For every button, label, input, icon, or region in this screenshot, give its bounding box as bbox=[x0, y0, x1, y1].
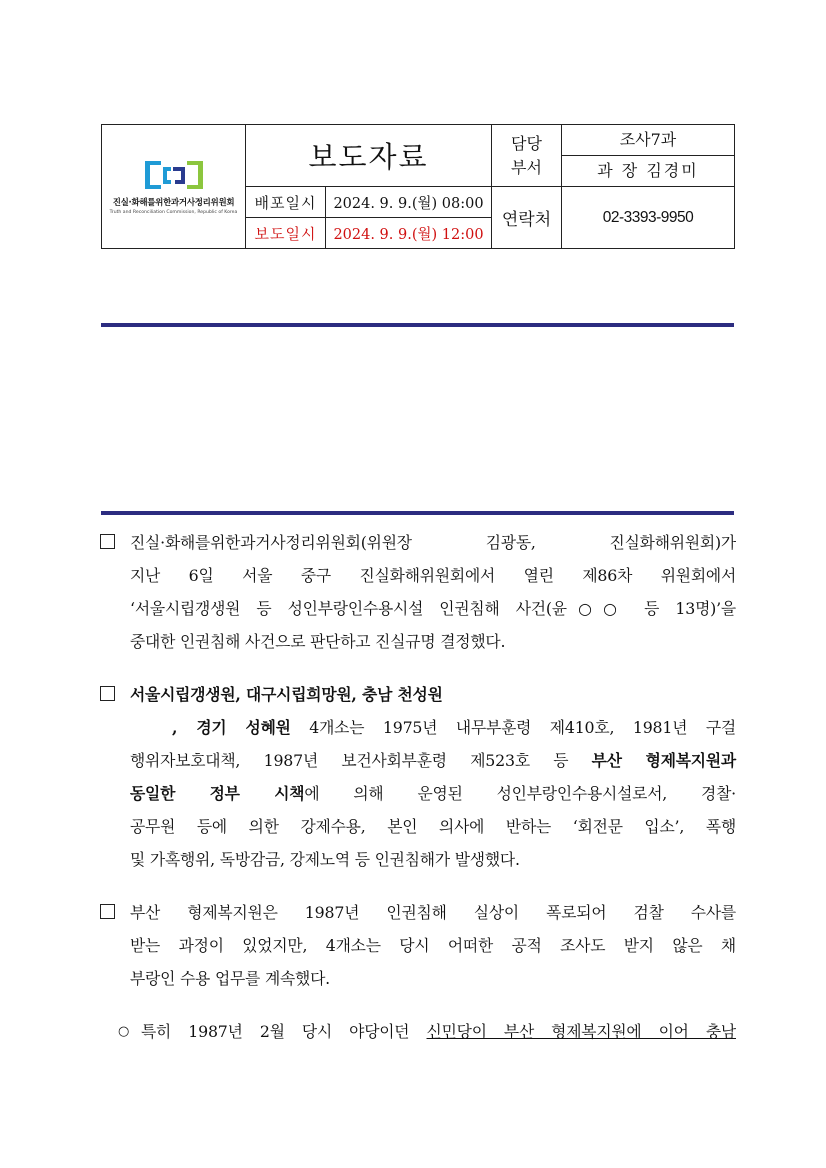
paragraph-3-line: 부산 형제복지원은 1987년 인권침해 실상이 폭로되어 검찰 수사를 bbox=[130, 903, 736, 922]
circle-bullet-icon: ○ bbox=[118, 1024, 130, 1039]
paragraph-2-text: 4개소는 1975년 내무부훈령 제410호, 1981년 구걸 bbox=[290, 718, 736, 737]
commission-logo bbox=[102, 158, 245, 215]
paragraph-1-line: 진실·화해를위한과거사정리위원회(위원장 김광동, 진실화해위원회)가 bbox=[130, 533, 736, 552]
press-header-table bbox=[101, 124, 735, 249]
paragraph-1-line: 지난 6일 서울 중구 진실화해위원회에서 열린 제86차 위원회에서 bbox=[130, 566, 736, 585]
sub-bullet bbox=[96, 1015, 736, 1048]
logo-english-name: Truth and Reconciliation Commission, Republic of Korea bbox=[109, 210, 238, 215]
release-date: 2024. 9. 9.(월) 12:00 bbox=[326, 218, 492, 249]
logo-cell bbox=[102, 125, 246, 249]
sub-bullet-text: 특히 1987년 2월 당시 야당이던 bbox=[141, 1022, 427, 1041]
paragraph-2-emphasis: 부산 형제복지원과 bbox=[591, 751, 736, 770]
paragraph-2-emphasis: 동일한 정부 시책 bbox=[130, 784, 305, 803]
paragraph-2-text: 공무원 등에 의한 강제수용, 본인 의사에 반하는 ‘회전문 입소’, 폭행 bbox=[130, 817, 736, 836]
document-title: 보도자료 bbox=[246, 125, 492, 187]
checkbox-bullet-icon bbox=[100, 686, 115, 701]
paragraph-1-line: ‘서울시립갱생원 등 성인부랑인수용시설 인권침해 사건(윤○○ 등 13명)’을 bbox=[130, 599, 736, 618]
logo-korean-name: 진실·화해를위한과거사정리위원회 bbox=[112, 198, 235, 208]
contact-label: 연락처 bbox=[492, 187, 562, 249]
press-body bbox=[96, 526, 736, 1048]
checkbox-bullet-icon bbox=[100, 534, 115, 549]
paragraph-3 bbox=[96, 896, 736, 995]
top-rule bbox=[101, 323, 734, 327]
facility-names-2: , 경기 성혜원 bbox=[172, 718, 291, 737]
facility-names-1: 서울시립갱생원, 대구시립희망원, 충남 천성원 bbox=[130, 685, 443, 704]
paragraph-3-line: 부랑인 수용 업무를 계속했다. bbox=[130, 969, 331, 988]
sub-bullet-underlined-text: 신민당이 부산 형제복지원에 이어 충남 bbox=[426, 1022, 736, 1041]
dept-label: 담당 부서 bbox=[511, 133, 542, 177]
paragraph-2 bbox=[96, 678, 736, 876]
contact-phone: 02-3393-9950 bbox=[562, 187, 735, 249]
commission-logo-icon bbox=[141, 158, 207, 192]
distribution-label: 배포일시 bbox=[246, 187, 326, 218]
dept-label-cell bbox=[492, 125, 562, 187]
paragraph-2-text: 행위자보호대책, 1987년 보건사회부훈령 제523호 등 bbox=[130, 751, 592, 770]
paragraph-2-text: 에 의해 운영된 성인부랑인수용시설로서, 경찰· bbox=[304, 784, 736, 803]
paragraph-3-line: 받는 과정이 있었지만, 4개소는 당시 어떠한 공적 조사도 받지 않은 채 bbox=[130, 936, 736, 955]
paragraph-1-line: 중대한 인권침해 사건으로 판단하고 진실규명 결정했다. bbox=[130, 632, 506, 651]
paragraph-2-text: 및 가혹행위, 독방감금, 강제노역 등 인권침해가 발생했다. bbox=[130, 850, 520, 869]
dept-head: 과 장 김경미 bbox=[562, 156, 735, 187]
release-label: 보도일시 bbox=[246, 218, 326, 249]
paragraph-1 bbox=[96, 526, 736, 658]
checkbox-bullet-icon bbox=[100, 904, 115, 919]
distribution-date: 2024. 9. 9.(월) 08:00 bbox=[326, 187, 492, 218]
dept-team: 조사7과 bbox=[562, 125, 735, 156]
bottom-rule bbox=[101, 511, 734, 515]
